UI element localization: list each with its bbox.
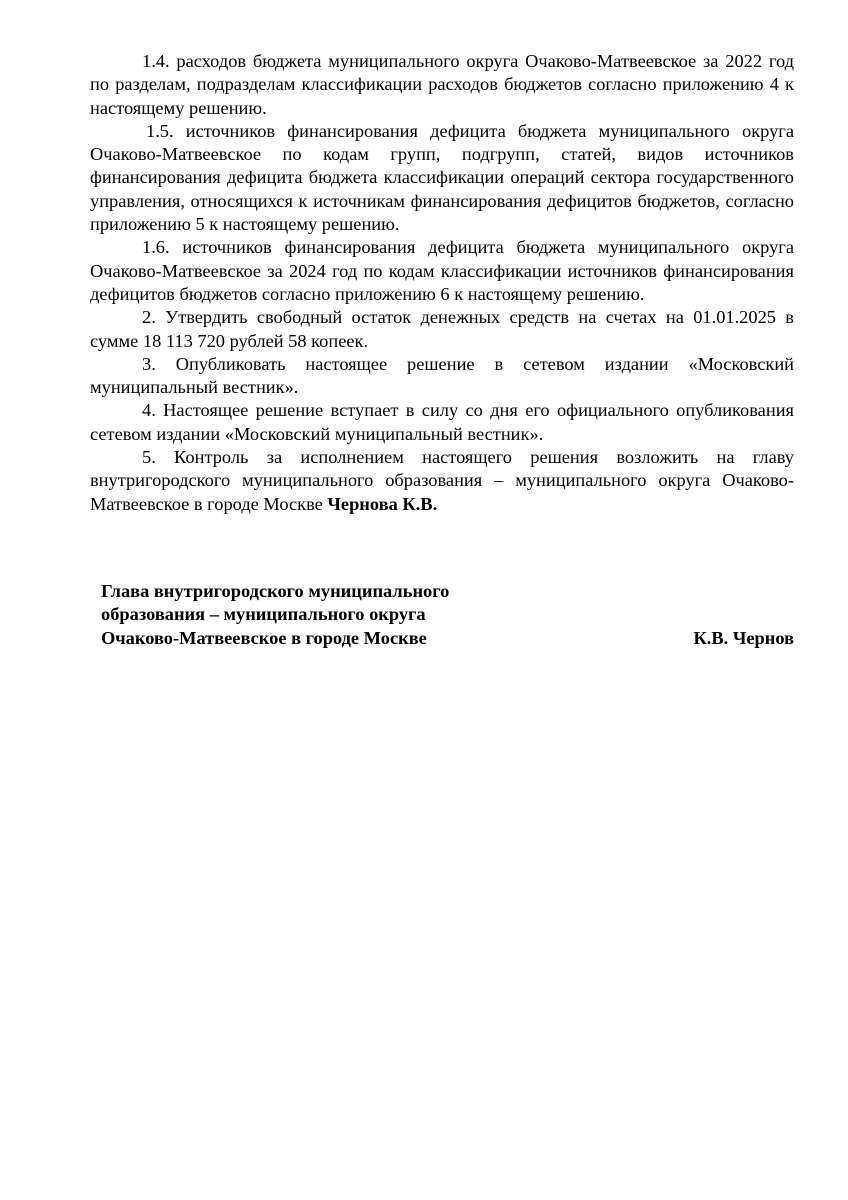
document-body bbox=[90, 50, 794, 516]
paragraph-3: 3. Опубликовать настоящее решение в сетевом издании «Московский муниципальный вестник». bbox=[90, 353, 794, 398]
paragraph-1-5: 1.5. источников финансирования дефицита бюджета муниципального округа Очаково-Матвеевское по кодам групп, подгрупп, статей, видов источников финансирования дефицита бюджета классификации операций сектора государственного управления, относящихся к источникам финансирования дефицитов бюджетов, согласно приложению 5 к настоящему решению. bbox=[90, 120, 794, 235]
signature-name: К.В. Чернов bbox=[693, 627, 794, 648]
paragraph-5-bold-name: Чернова К.В. bbox=[327, 493, 438, 514]
paragraph-5-text: 5. Контроль за исполнением настоящего решения возложить на главу внутригородского муниципального образования – муниципального округа Очаково-Матвеевское в городе Москве bbox=[90, 447, 794, 514]
signature-title-line: Очаково-Матвеевское в городе Москве bbox=[101, 627, 427, 648]
paragraph-4: 4. Настоящее решение вступает в силу со дня его официального опубликования сетевом издании «Московский муниципальный вестник». bbox=[90, 400, 794, 444]
paragraph-2: 2. Утвердить свободный остаток денежных средств на счетах на 01.01.2025 в сумме 18 113 720 рублей 58 копеек. bbox=[90, 307, 794, 351]
paragraph-5 bbox=[90, 446, 794, 516]
signature-block bbox=[101, 580, 794, 650]
signature-title-line: Глава внутригородского муниципального bbox=[101, 581, 450, 601]
paragraph-1-6: 1.6. источников финансирования дефицита бюджета муниципального округа Очаково-Матвеевское за 2024 год по кодам классификации источников финансирования дефицитов бюджетов согласно приложению 6 к настоящему решению. bbox=[90, 237, 794, 304]
paragraph-1-4: 1.4. расходов бюджета муниципального округа Очаково-Матвеевское за 2022 год по разделам, подразделам классификации расходов бюджетов согласно приложению 4 к настоящему решению. bbox=[90, 51, 794, 118]
signature-title bbox=[101, 580, 794, 650]
signature-title-line: образования – муниципального округа bbox=[101, 604, 426, 625]
